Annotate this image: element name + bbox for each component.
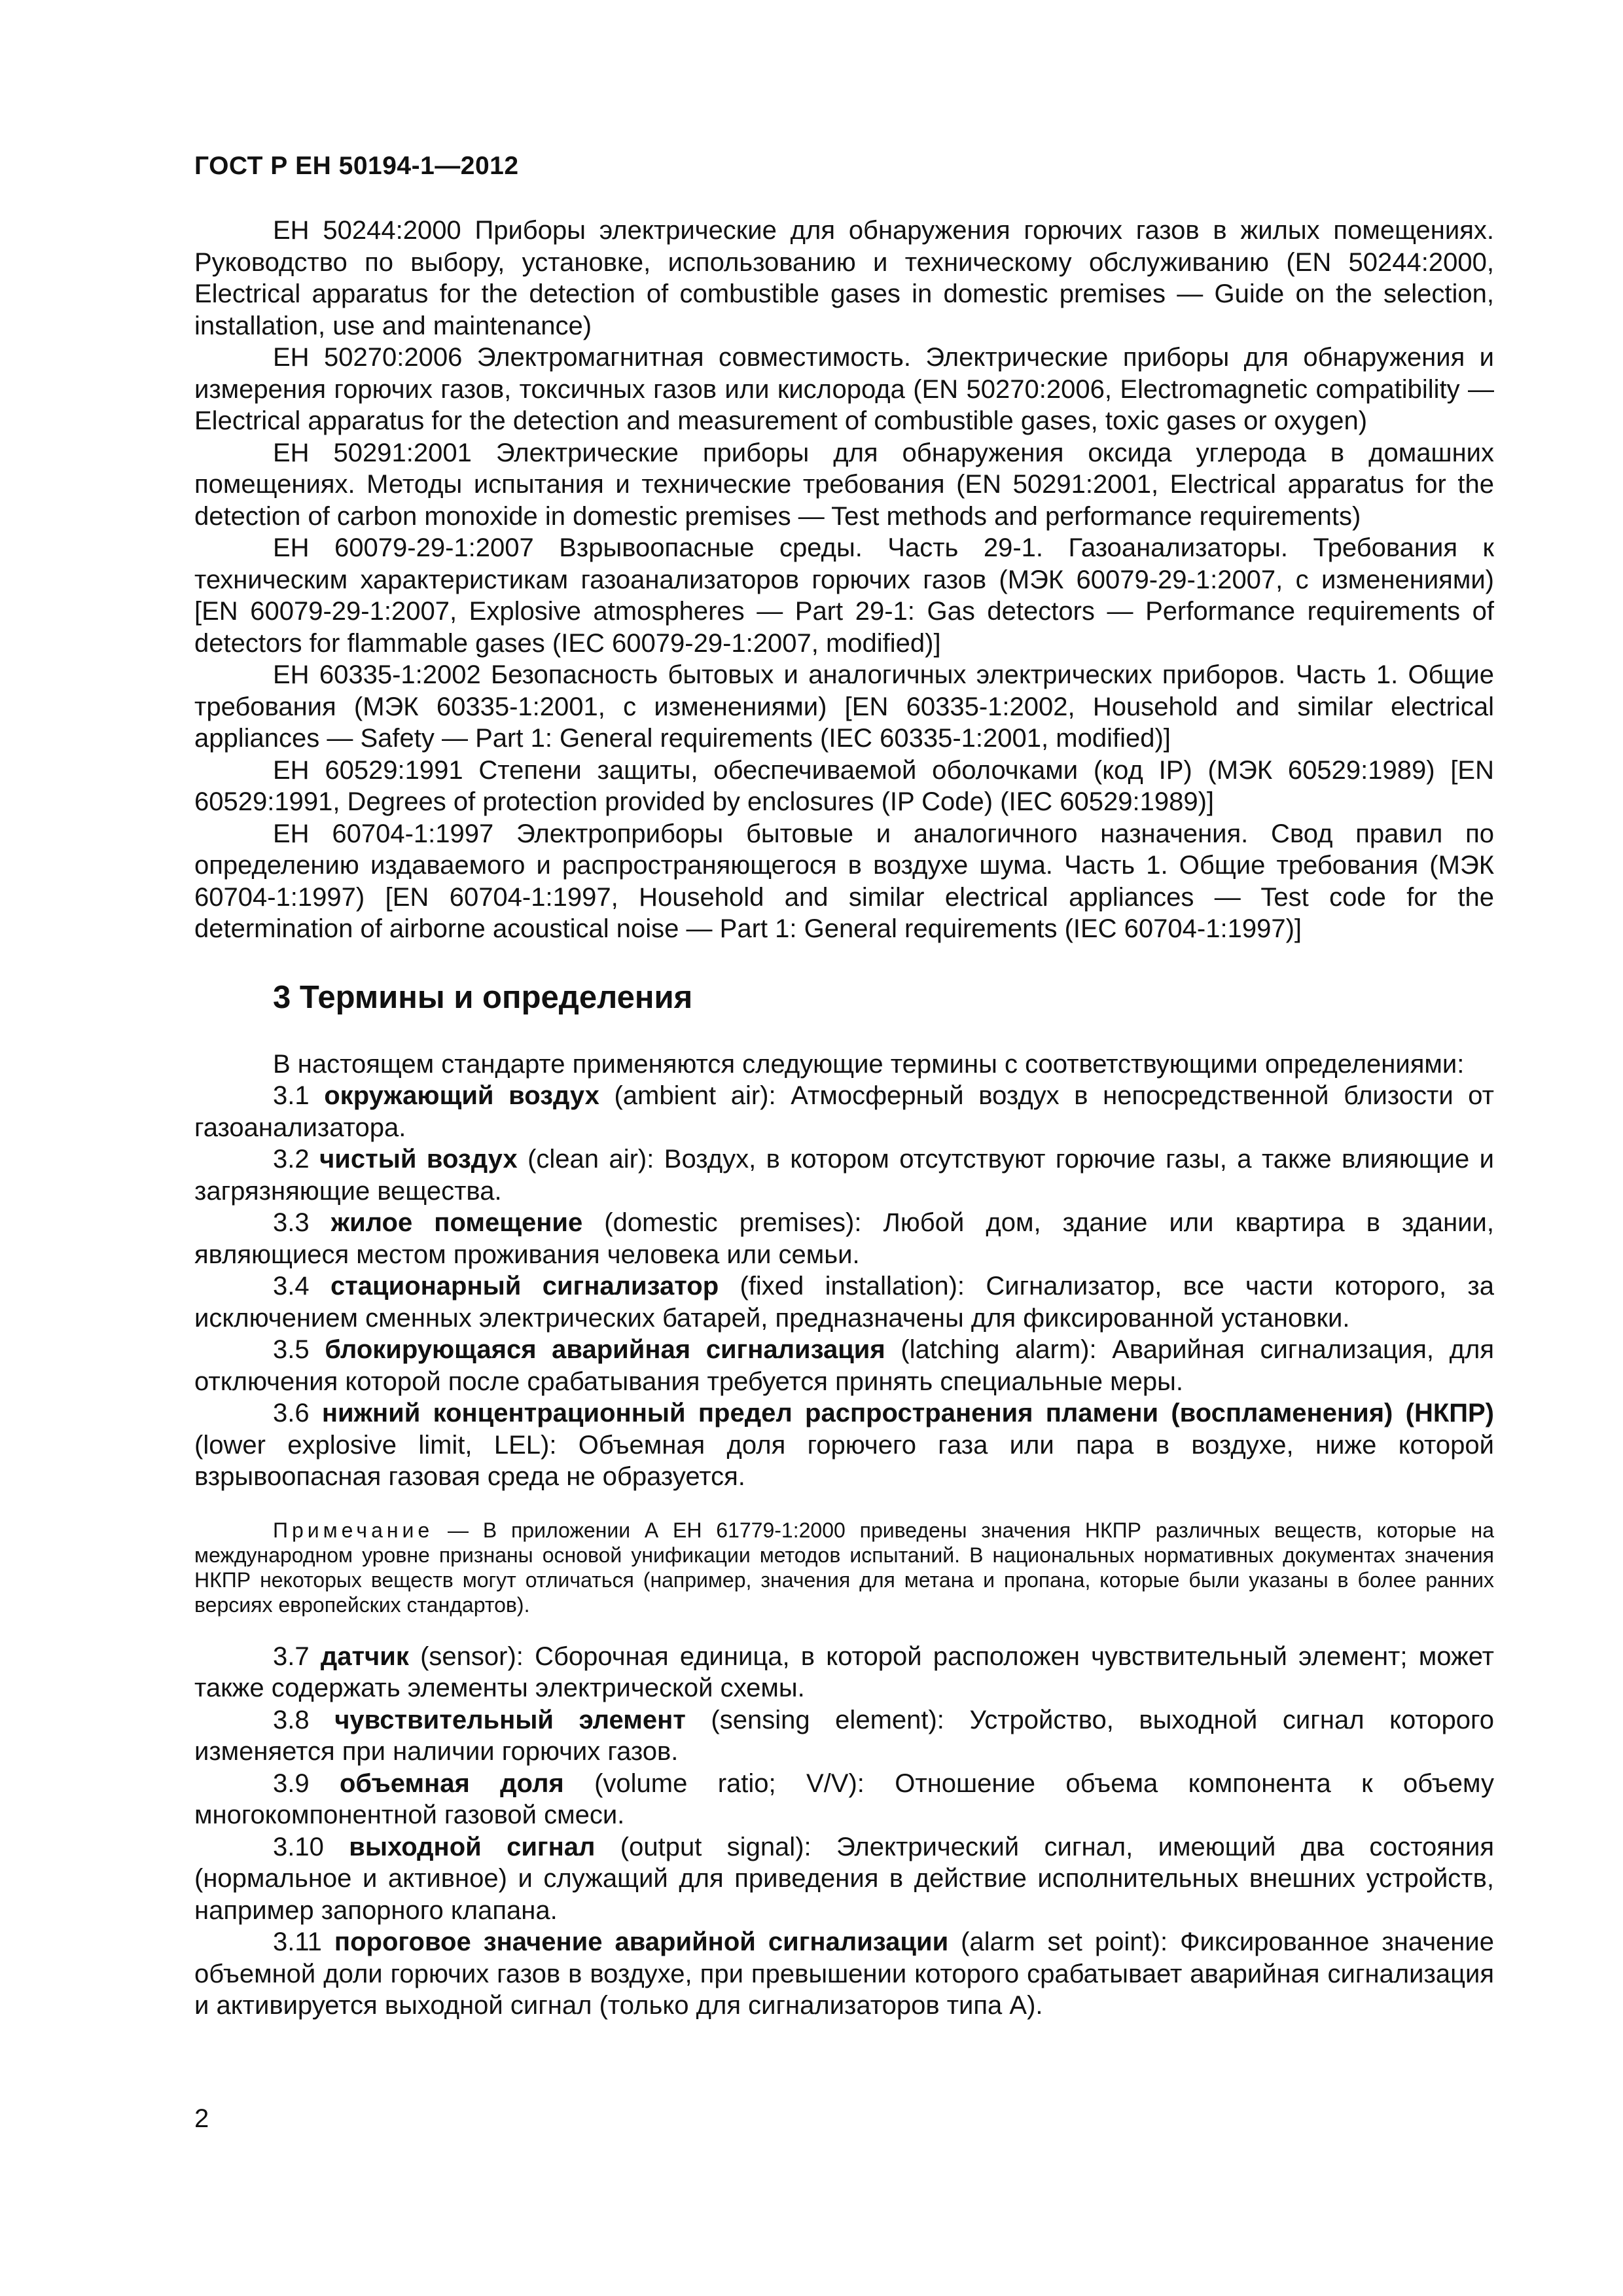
term-definition (194, 1397, 1494, 1493)
term-definition (194, 1207, 1494, 1270)
term-name: датчик (320, 1641, 409, 1671)
term-text: (output signal): Электрический сигнал, имеющий два состояния (нормальное и активное) и служащий для приведения в действие исполнительных внешних устройств, например запорного клапана. (194, 1832, 1494, 1925)
term-number: 3.8 (273, 1705, 310, 1734)
term-definition (194, 1926, 1494, 2022)
term-name: жилое помещение (330, 1208, 583, 1237)
reference-item: ЕН 60529:1991 Степени защиты, обеспечиваемой оболочками (код IP) (МЭК 60529:1989) [EN 60529:1991, Degrees of protection provided by enclosures (IP Code) (IEC 60529:1989)] (194, 755, 1494, 816)
term-definition (194, 1334, 1494, 1397)
note-label: Примечание (273, 1518, 434, 1542)
term-name: объемная доля (339, 1768, 564, 1798)
term-name: нижний концентрационный предел распространения пламени (воспламенения) (НКПР) (321, 1399, 1494, 1427)
term-text: (lower explosive limit, LEL): Объемная доля горючего газа или пара в воздухе, ниже которой взрывоопасная газовая среда не образуется. (194, 1430, 1494, 1491)
term-text: (volume ratio; V/V): Отношение объема компонента к объему многокомпонентной газовой смеси. (194, 1768, 1494, 1829)
term-number: 3.6 (273, 1399, 310, 1427)
term-number: 3.11 (273, 1928, 322, 1956)
term-text: (clean air): Воздух, в котором отсутствуют горючие газы, а также влияющие и загрязняющие вещества. (194, 1145, 1494, 1206)
term-name: выходной сигнал (349, 1832, 596, 1861)
reference-item: ЕН 50244:2000 Приборы электрические для обнаружения горючих газов в жилых помещениях. Руководство по выбору, установке, использованию и техническому обслуживанию (EN 50244:2000, Electrical apparatus for the detection of combustible gases in domestic premises — Guide on the selection, installation, use and maintenance) (194, 216, 1494, 340)
term-definition (194, 1641, 1494, 1704)
term-definition (194, 1270, 1494, 1334)
term-number: 3.9 (273, 1768, 310, 1798)
document-body (194, 215, 1494, 2022)
term-text: (ambient air): Атмосферный воздух в непосредственной близости от газоанализатора. (194, 1081, 1494, 1142)
term-text: (sensing element): Устройство, выходной сигнал которого изменяется при наличии горючих газов. (194, 1705, 1494, 1766)
term-name: стационарный сигнализатор (330, 1272, 719, 1300)
reference-item: ЕН 60704-1:1997 Электроприборы бытовые и аналогичного назначения. Свод правил по определению издаваемого и распространяющегося в воздухе шума. Часть 1. Общие требования (МЭК 60704-1:1997) [EN 60704-1:1997, Household and similar electrical appliances — Test code for the determination of airborne acoustical noise — Part 1: General requirements (IEC 60704-1:1997)] (194, 819, 1494, 943)
term-number: 3.10 (273, 1832, 324, 1861)
term-definition (194, 1831, 1494, 1927)
section-intro: В настоящем стандарте применяются следующие термины с соответствующими определениями: (273, 1049, 1465, 1079)
document-header: ГОСТ Р ЕН 50194-1—2012 (194, 152, 519, 180)
reference-item: ЕН 60335-1:2002 Безопасность бытовых и аналогичных электрических приборов. Часть 1. Общие требования (МЭК 60335-1:2001, с изменениями) [EN 60335-1:2002, Household and similar electrical appliances — Safety — Part 1: General requirements (IEC 60335-1:2001, modified)] (194, 660, 1494, 753)
page-number: 2 (194, 2104, 209, 2133)
term-name: пороговое значение аварийной сигнализации (334, 1928, 949, 1956)
term-text: (domestic premises): Любой дом, здание или квартира в здании, являющиеся местом проживания человека или семьи. (194, 1208, 1494, 1269)
term-number: 3.3 (273, 1208, 310, 1237)
term-name: чистый воздух (319, 1145, 518, 1174)
term-number: 3.1 (273, 1081, 310, 1110)
term-number: 3.2 (273, 1145, 310, 1174)
term-definition (194, 1080, 1494, 1143)
term-name: чувствительный элемент (334, 1705, 686, 1734)
term-name: окружающий воздух (324, 1081, 599, 1110)
term-number: 3.7 (273, 1641, 310, 1671)
term-text: (sensor): Сборочная единица, в которой расположен чувствительный элемент; может также содержать элементы электрической схемы. (194, 1641, 1494, 1702)
reference-item: ЕН 60079-29-1:2007 Взрывоопасные среды. Часть 29-1. Газоанализаторы. Требования к техническим характеристикам газоанализаторов горючих газов (МЭК 60079-29-1:2007, с изменениями) [EN 60079-29-1:2007, Explosive atmospheres — Part 29-1: Gas detectors — Performance requirements of detectors for flammable gases (IEC 60079-29-1:2007, modified)] (194, 533, 1494, 658)
reference-item: ЕН 50291:2001 Электрические приборы для обнаружения оксида углерода в домашних помещениях. Методы испытания и технические требования (EN 50291:2001, Electrical apparatus for the detection of carbon monoxide in domestic premises — Test methods and performance requirements) (194, 438, 1494, 531)
note-text: — В приложении А ЕН 61779-1:2000 приведены значения НКПР различных веществ, которые на международном уровне признаны основой унификации методов испытаний. В национальных нормативных документах значения НКПР некоторых веществ могут отличаться (например, значения для метана и пропана, которые были указаны в более ранних версиях европейских стандартов). (194, 1518, 1494, 1617)
section-title: 3 Термины и определения (273, 979, 693, 1015)
note-paragraph (194, 1518, 1494, 1617)
term-number: 3.5 (273, 1335, 310, 1364)
term-text: (latching alarm): Аварийная сигнализация, для отключения которой после срабатывания требуется принять специальные меры. (194, 1335, 1494, 1396)
term-text: (fixed installation): Сигнализатор, все части которого, за исключением сменных электрических батарей, предназначены для фиксированной установки. (194, 1272, 1494, 1333)
term-number: 3.4 (273, 1272, 310, 1300)
term-definition (194, 1143, 1494, 1207)
term-definition (194, 1704, 1494, 1768)
reference-item: ЕН 50270:2006 Электромагнитная совместимость. Электрические приборы для обнаружения и измерения горючих газов, токсичных газов или кислорода (EN 50270:2006, Electromagnetic compatibility — Electrical apparatus for the detection and measurement of combustible gases, toxic gases or oxygen) (194, 343, 1494, 435)
term-definition (194, 1768, 1494, 1831)
term-text: (alarm set point): Фиксированное значение объемной доли горючих газов в воздухе, при превышении которого срабатывает аварийная сигнализация и активируется выходной сигнал (только для сигнализаторов типа А). (194, 1928, 1494, 2020)
term-name: блокирующаяся аварийная сигнализация (325, 1335, 885, 1364)
